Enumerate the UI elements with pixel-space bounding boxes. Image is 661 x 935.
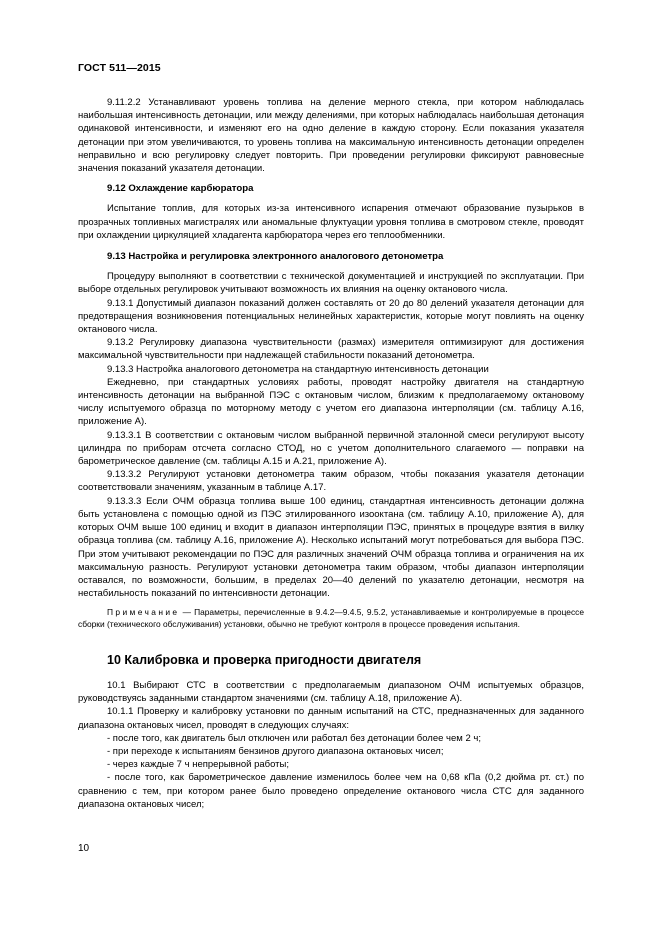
paragraph-9-13-3-2: 9.13.3.2 Регулируют установки детонометра таким образом, чтобы показания указателя детонации соответствовали значениям, указанным в таблице А.17. — [78, 469, 584, 494]
paragraph-9-13: Процедуру выполняют в соответствии с технической документацией и инструкцией по эксплуатации. При выборе отдельных регулировок учитывают возможность их влияния на оценку октанового числа. — [78, 271, 584, 296]
paragraph-9-13-3-3: 9.13.3.3 Если ОЧМ образца топлива выше 100 единиц, стандартная интенсивность детонации должна быть установлена с помощью одной из ПЭС этилированного изооктана (см. таблицу А.10, приложение А), для которых ОЧМ выше 100 единиц и входит в диапазон интерполяции ПЭС, принятых в процедуре взятия в вилку образца топлива (см. таблицу А.16, приложение А). Несколько испытаний могут потребоваться для выбора ПЭС. При этом учитывают рекомендации по ПЭС для различных значений ОЧМ образца топлива и ограничения на их максимальную разность. Регулируют установки детонометра таким образом, чтобы диапазон интерполяции оставался, по возможности, большим, в пределах 20—40 делений по указателю детонации, несмотря на нестабильность показаний по интенсивности детонации. — [78, 495, 584, 600]
heading-9-13: 9.13 Настройка и регулировка электронного аналогового детонометра — [107, 251, 444, 263]
note — [78, 607, 584, 630]
paragraph-9-13-3-1: 9.13.3.1 В соответствии с октановым числом выбранной первичной эталонной смеси регулируют высоту цилиндра по приборам отсчета согласно СТОД, но с учетом дополнительного слагаемого — поправки на барометрическое давление (см. таблицы А.15 и А.21, приложение А). — [78, 429, 584, 468]
note-label: Примечание — [107, 607, 180, 618]
document-header: ГОСТ 511—2015 — [78, 62, 161, 74]
note-text: — Параметры, перечисленные в 9.4.2—9.4.5, 9.5.2, устанавливаемые и контролируемые в процессе сборки (технического обслуживания) установки, обычно не требуют контроля в процессе проведения испытания. — [78, 607, 584, 629]
paragraph-9-11-2-2: 9.11.2.2 Устанавливают уровень топлива на деление мерного стекла, при котором наблюдалась наибольшая интенсивность детонации, или между делениями, при которых наблюдалась наибольшая детонация одинаковой интенсивности, и изменяют его на одно деление в каждую сторону. Если показания указателя детонации при этом увеличиваются, то уровень топлива на максимальную интенсивность детонации определен неправильно и всю регулировку следует повторить. При проведении регулировки фиксируют равновесные значения показаний указателя детонации. — [78, 97, 584, 175]
paragraph-9-12: Испытание топлив, для которых из-за интенсивного испарения отмечают образование пузырьков в прозрачных топливных магистралях или аномальные флуктуации уровня топлива в смотровом стекле, проводят при охлаждении циркуляцией хладагента карбюратора через его теплообменники. — [78, 203, 584, 241]
heading-section-10: 10 Калибровка и проверка пригодности двигателя — [107, 652, 422, 667]
paragraph-9-13-2: 9.13.2 Регулировку диапазона чувствительности (размах) измерителя оптимизируют для достижения максимальной чувствительности при надлежащей стабильности показаний детонометра. — [78, 337, 584, 362]
paragraph-9-13-3: 9.13.3 Настройка аналогового детонометра на стандартную интенсивность детонации — [107, 363, 489, 375]
paragraph-9-13-3-daily: Ежедневно, при стандартных условиях работы, проводят настройку двигателя на стандартную интенсивность детонации на выбранной ПЭС с октановым числом, близким к предполагаемому октановому числу испытуемого образца по моторному методу с учетом его диапазона интерполяции (см. таблицу А.16, приложение А). — [78, 376, 584, 428]
paragraph-10-1-1: 10.1.1 Проверку и калибровку установки по данным испытаний на СТС, предназначенных для заданного диапазона октановых чисел, проводят в следующих случаях: — [78, 706, 584, 731]
list-item: - через каждые 7 ч непрерывной работы; — [107, 759, 289, 771]
page-number: 10 — [78, 843, 90, 854]
list-item: - при переходе к испытаниям бензинов другого диапазона октановых чисел; — [107, 745, 444, 757]
heading-9-12: 9.12 Охлаждение карбюратора — [107, 183, 254, 195]
paragraph-9-13-1: 9.13.1 Допустимый диапазон показаний должен составлять от 20 до 80 делений указателя детонации для предотвращения возникновения потенциальных нелинейных характеристик, которые могут повлиять на оценку октанового числа. — [78, 297, 584, 336]
document-body — [78, 96, 584, 811]
list-item: - после того, как барометрическое давление изменилось более чем на 0,68 кПа (0,2 дюйма рт. ст.) по сравнению с тем, при котором ранее было проведено определение октанового числа СТС для заданного диапазона октановых чисел; — [78, 772, 584, 810]
paragraph-10-1: 10.1 Выбирают СТС в соответствии с предполагаемым диапазоном ОЧМ испытуемых образцов, руководствуясь заданными стандартом значениями (см. таблицу А.18, приложение А). — [78, 679, 584, 705]
list-item: - после того, как двигатель был отключен или работал без детонации более чем 2 ч; — [107, 732, 481, 744]
